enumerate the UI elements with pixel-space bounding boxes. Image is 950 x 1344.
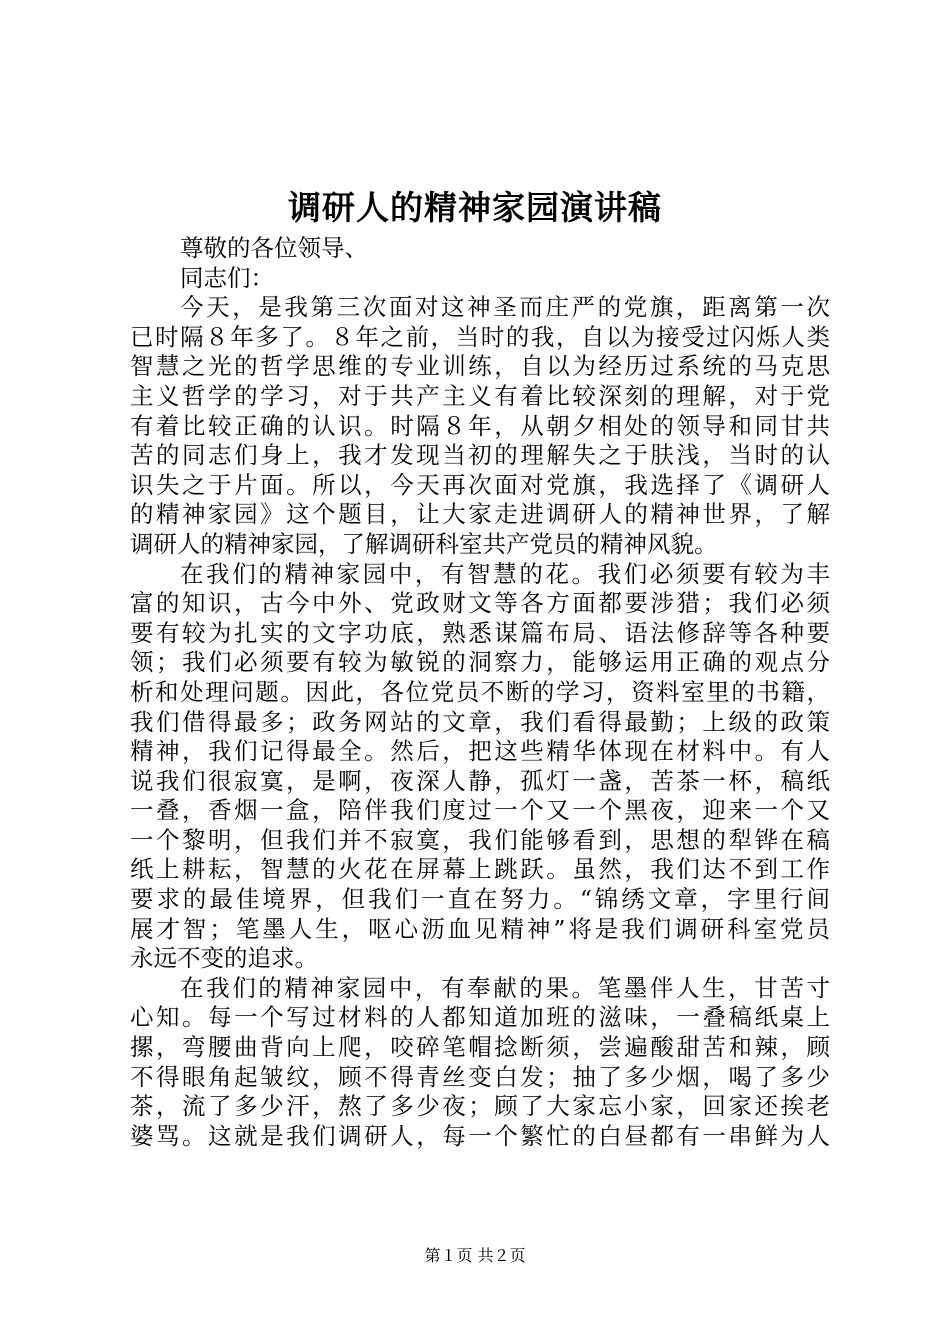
text-line: 婆骂。这就是我们调研人，每一个繁忙的白昼都有一串鲜为人 xyxy=(130,1121,830,1150)
page-footer: 第１页 共２页 xyxy=(424,1246,526,1265)
text-line: 今天，是我第三次面对这神圣而庄严的党旗，距离第一次 xyxy=(180,293,830,322)
text-line: 要有较为扎实的文字功底，熟悉谋篇布局、语法修辞等各种要 xyxy=(130,618,830,647)
text-line: 富的知识，古今中外、党政财文等各方面都要涉猎；我们必须 xyxy=(130,589,830,618)
text-line: 说我们很寂寞，是啊，夜深人静，孤灯一盏，苦茶一杯，稿纸 xyxy=(130,766,830,795)
text-line: 茶，流了多少汗，熬了多少夜；顾了大家忘小家，回家还挨老 xyxy=(130,1092,830,1121)
text-line: 的精神家园》这个题目，让大家走进调研人的精神世界，了解 xyxy=(130,500,830,529)
text-line: 纸上耕耘，智慧的火花在屏幕上跳跃。虽然，我们达不到工作 xyxy=(130,855,830,884)
text-line: 精神，我们记得最全。然后，把这些精华体现在材料中。有人 xyxy=(130,737,830,766)
text-line: 有着比较正确的认识。时隔８年，从朝夕相处的领导和同甘共 xyxy=(130,411,830,440)
text-line: 识失之于片面。所以，今天再次面对党旗，我选择了《调研人 xyxy=(130,470,830,499)
text-line: 我们借得最多；政务网站的文章，我们看得最勤；上级的政策 xyxy=(130,707,830,736)
text-line: 苦的同志们身上，我才发现当初的理解失之于肤浅，当时的认 xyxy=(130,441,830,470)
text-line: 摞，弯腰曲背向上爬，咬碎笔帽捻断须，尝遍酸甜苦和辣，顾 xyxy=(130,1033,830,1062)
document-body xyxy=(130,234,830,1151)
text-line: 领；我们必须要有较为敏锐的洞察力，能够运用正确的观点分 xyxy=(130,648,830,677)
text-line: 一个黎明，但我们并不寂寞，我们能够看到，思想的犁铧在稿 xyxy=(130,825,830,854)
text-line: 调研人的精神家园，了解调研科室共产党员的精神风貌。 xyxy=(130,529,718,558)
text-line: 同志们： xyxy=(180,263,274,292)
text-line: 永远不变的追求。 xyxy=(130,944,318,973)
text-line: 在我们的精神家园中，有奉献的果。笔墨伴人生，甘苦寸 xyxy=(180,973,830,1002)
text-line: 要求的最佳境界，但我们一直在努力。“锦绣文章，字里行间 xyxy=(130,885,830,914)
text-line: 在我们的精神家园中，有智慧的花。我们必须要有较为丰 xyxy=(180,559,830,588)
text-line: 一叠，香烟一盒，陪伴我们度过一个又一个黑夜，迎来一个又 xyxy=(130,796,830,825)
text-line: 不得眼角起皱纹，顾不得青丝变白发；抽了多少烟，喝了多少 xyxy=(130,1062,830,1091)
document-title: 调研人的精神家园演讲稿 xyxy=(288,188,662,227)
text-line: 主义哲学的学习，对于共产主义有着比较深刻的理解，对于党 xyxy=(130,381,830,410)
text-line: 展才智；笔墨人生，呕心沥血见精神”将是我们调研科室党员 xyxy=(130,914,830,943)
text-line: 尊敬的各位领导、 xyxy=(180,234,368,262)
text-line: 析和处理问题。因此，各位党员不断的学习，资料室里的书籍， xyxy=(130,677,830,706)
text-line: 已时隔８年多了。８年之前，当时的我，自以为接受过闪烁人类 xyxy=(130,322,830,351)
text-line: 智慧之光的哲学思维的专业训练，自以为经历过系统的马克思 xyxy=(130,352,830,381)
text-line: 心知。每一个写过材料的人都知道加班的滋味，一叠稿纸桌上 xyxy=(130,1003,830,1032)
